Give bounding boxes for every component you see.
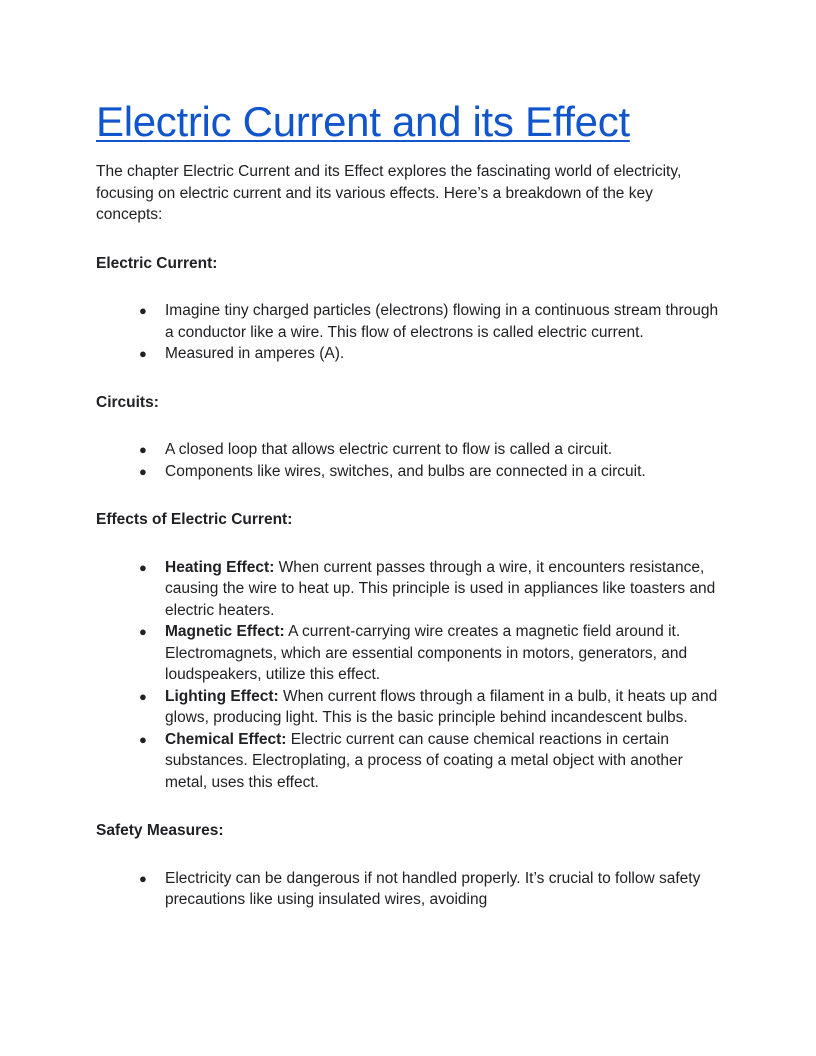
list-item [96, 621, 720, 686]
section-heading: Electric Current: [96, 254, 218, 272]
bullet-dot-icon: ● [139, 731, 147, 747]
list-item-text: Measured in amperes (A). [165, 345, 345, 362]
list-item-lead: Magnetic Effect: [165, 623, 285, 640]
section-electric-current [96, 253, 720, 365]
list-item [96, 686, 720, 729]
bullet-list [96, 300, 720, 365]
list-item-text: A closed loop that allows electric current to flow is called a circuit. [165, 441, 613, 458]
bullet-dot-icon: ● [139, 559, 147, 575]
list-item [96, 461, 720, 483]
list-item [96, 439, 720, 461]
bullet-list [96, 868, 720, 911]
bullet-list [96, 557, 720, 794]
section-effects [96, 509, 720, 793]
bullet-dot-icon: ● [139, 463, 147, 479]
list-item [96, 557, 720, 622]
list-item-text: When current passes through a wire, it encounters resistance, causing the wire to heat up. This principle is used in appliances like toasters and electric heaters. [165, 558, 716, 619]
list-item-lead: Heating Effect: [165, 558, 275, 576]
section-circuits [96, 392, 720, 483]
section-heading: Circuits: [96, 393, 159, 411]
list-item [96, 868, 720, 911]
document-title[interactable]: Electric Current and its Effect [96, 98, 630, 145]
list-item-text: Electric current can cause chemical reactions in certain substances. Electroplating, a process of coating a metal object with another metal, uses this effect. [165, 730, 683, 791]
section-heading: Safety Measures: [96, 822, 224, 839]
bullet-list [96, 439, 720, 482]
list-item-text: A current-carrying wire creates a magnetic field around it. Electromagnets, which are essential components in motors, generators, and loudspeakers, utilize this effect. [165, 623, 688, 683]
bullet-dot-icon: ● [139, 442, 147, 457]
list-item-text: Imagine tiny charged particles (electrons) flowing in a continuous stream through a conductor like a wire. This flow of electrons is called electric current. [165, 302, 719, 341]
list-item-lead: Lighting Effect: [165, 687, 279, 705]
list-item [96, 343, 720, 365]
bullet-dot-icon: ● [139, 688, 147, 704]
bullet-dot-icon: ● [139, 346, 147, 361]
bullet-dot-icon: ● [139, 303, 147, 318]
section-safety [96, 820, 720, 911]
intro-paragraph: The chapter Electric Current and its Effect explores the fascinating world of electricity, focusing on electric current and its various effects. Here’s a breakdown of the key concepts: [96, 163, 682, 223]
section-heading: Effects of Electric Current: [96, 511, 293, 528]
list-item-lead: Chemical Effect: [165, 730, 287, 748]
list-item [96, 729, 720, 794]
bullet-dot-icon: ● [139, 870, 147, 886]
list-item-text: Electricity can be dangerous if not handled properly. It’s crucial to follow safety precautions like using insulated wires, avoiding [165, 869, 701, 908]
list-item [96, 300, 720, 343]
bullet-dot-icon: ● [139, 624, 147, 639]
list-item-text: When current flows through a filament in a bulb, it heats up and glows, producing light. This is the basic principle behind incandescent bulbs. [165, 687, 718, 726]
list-item-text: Components like wires, switches, and bulbs are connected in a circuit. [165, 462, 646, 480]
document-page [96, 96, 720, 911]
